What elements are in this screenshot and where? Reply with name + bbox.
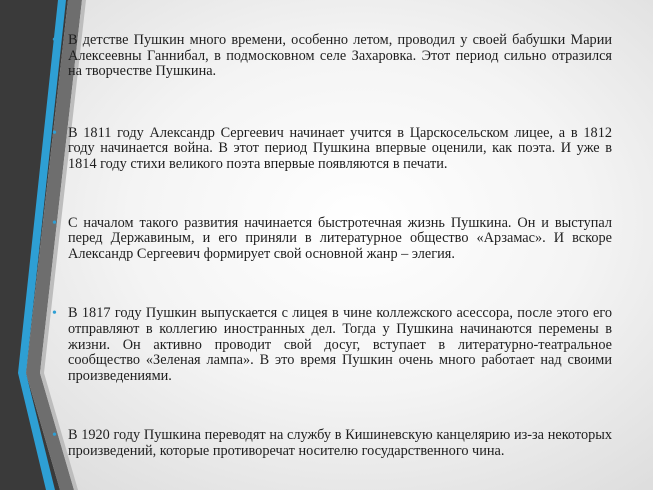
bullet-text: С началом такого развития начинается быстротечная жизнь Пушкина. Он и выступал перед Державиным, и его приняли в литературное общество «Арзамас». И вскоре Александр Сергеевич формирует свой основной жанр – элегия. bbox=[68, 214, 612, 262]
bullet-text: В детстве Пушкин много времени, особенно летом, проводил у своей бабушки Марии Алексеевны Ганнибал, в подмосковном селе Захаровка. Этот период сильно отразился на творчестве Пушкина. bbox=[68, 32, 612, 80]
bullet-dot-icon: • bbox=[52, 215, 57, 231]
bullet-item bbox=[50, 428, 612, 459]
bullet-item bbox=[50, 306, 612, 384]
bullet-dot-icon: • bbox=[52, 125, 57, 141]
bullet-list bbox=[50, 33, 612, 460]
bullet-text: В 1811 году Александр Сергеевич начинает учится в Царскосельском лицее, а в 1812 году начинается война. В этот период Пушкина впервые оценили, как поэта. И уже в 1814 году стихи великого поэта впервые появляются в печати. bbox=[68, 124, 612, 172]
bullet-item bbox=[50, 216, 612, 263]
bullet-text: В 1920 году Пушкина переводят на службу в Кишиневскую канцелярию из-за некоторых произведений, которые противоречат носителю государственного чина. bbox=[68, 427, 612, 459]
bullet-item bbox=[50, 126, 612, 173]
bullet-dot-icon: • bbox=[52, 428, 57, 444]
bullet-item bbox=[50, 33, 612, 80]
bullet-dot-icon: • bbox=[52, 33, 57, 48]
bullet-dot-icon: • bbox=[52, 306, 57, 322]
bullet-text: В 1817 году Пушкин выпускается с лицея в чине коллежского асессора, после этого его отправляют в коллегию иностранных дел. Тогда у Пушкина начинаются перемены в жизни. Он активно проводит свой досуг, вступает в литературно-театральное сообщество «Зеленая лампа». В это время Пушкин очень много работает над своими произведениями. bbox=[68, 305, 612, 384]
